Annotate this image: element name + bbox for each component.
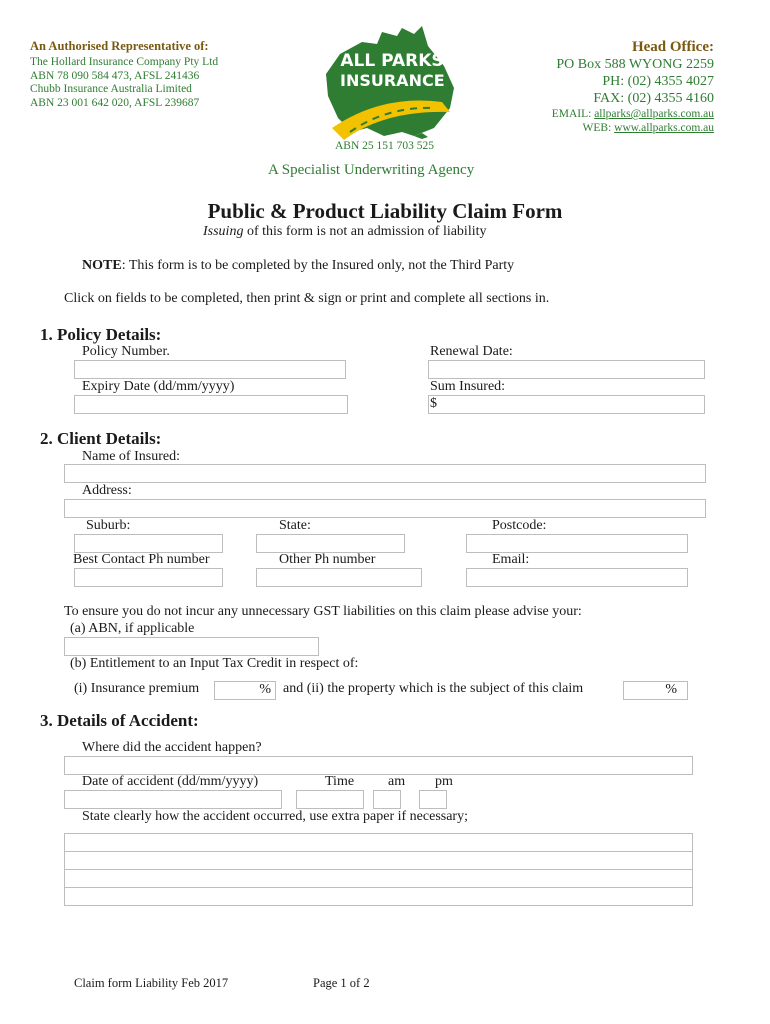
note-label: NOTE <box>82 258 122 273</box>
email-line <box>460 107 714 121</box>
other-phone-field[interactable] <box>256 568 422 587</box>
accident-description-label: State clearly how the accident occurred, use extra paper if necessary; <box>82 809 468 824</box>
form-title: Public & Product Liability Claim Form <box>207 199 563 223</box>
abn-label: (a) ABN, if applicable <box>70 621 195 636</box>
state-field[interactable] <box>256 534 405 553</box>
company-logo <box>322 24 462 142</box>
email-link[interactable]: allparks@allparks.com.au <box>594 108 714 120</box>
representative-line: Chubb Insurance Australia Limited <box>30 83 192 95</box>
head-office-line: PH: (02) 4355 4027 <box>602 74 714 89</box>
property-label: and (ii) the property which is the subject of this claim <box>283 681 584 696</box>
logo-line-1: ALL PARKS <box>340 51 444 71</box>
accident-location-field[interactable] <box>64 756 693 775</box>
logo-line-2: INSURANCE <box>340 71 445 90</box>
footer-page-number: Page 1 of 2 <box>313 976 370 990</box>
name-of-insured-field[interactable] <box>64 464 706 483</box>
postcode-label: Postcode: <box>492 518 547 533</box>
pm-checkbox[interactable] <box>419 790 447 809</box>
sum-insured-field[interactable] <box>428 395 705 414</box>
policy-number-field[interactable] <box>74 360 346 379</box>
email-label: EMAIL: <box>551 108 592 120</box>
head-office-line: PO Box 588 WYONG 2259 <box>556 57 714 72</box>
dollar-prefix: $ <box>430 396 437 411</box>
percent-sign: % <box>259 682 271 697</box>
state-label: State: <box>279 518 311 533</box>
time-field[interactable] <box>296 790 364 809</box>
representative-line: ABN 78 090 584 473, AFSL 241436 <box>30 69 200 82</box>
web-line <box>460 121 714 135</box>
email-field[interactable] <box>466 568 688 587</box>
best-phone-label: Best Contact Ph number <box>73 552 210 567</box>
itc-label: (b) Entitlement to an Input Tax Credit in respect of: <box>70 656 359 671</box>
renewal-date-field[interactable] <box>428 360 705 379</box>
accident-description-line-3[interactable] <box>64 869 693 888</box>
representative-title: An Authorised Representative of: <box>30 39 209 53</box>
sum-insured-label: Sum Insured: <box>430 379 506 394</box>
renewal-date-label: Renewal Date: <box>430 344 513 359</box>
name-of-insured-label: Name of Insured: <box>82 449 180 464</box>
pm-label: pm <box>435 774 453 789</box>
representative-line: The Hollard Insurance Company Pty Ltd <box>30 56 219 68</box>
footer-form-version: Claim form Liability Feb 2017 <box>74 976 229 990</box>
representative-block <box>30 39 290 110</box>
form-note <box>82 258 514 274</box>
head-office-title: Head Office: <box>631 39 714 55</box>
web-link[interactable]: www.allparks.com.au <box>614 122 714 134</box>
time-label: Time <box>325 774 355 789</box>
accident-description-line-1[interactable] <box>64 833 693 852</box>
expiry-date-field[interactable] <box>74 395 348 414</box>
suburb-field[interactable] <box>74 534 223 553</box>
head-office-line: FAX: (02) 4355 4160 <box>593 91 714 106</box>
other-phone-label: Other Ph number <box>279 552 376 567</box>
property-percent-field[interactable] <box>623 681 688 700</box>
head-office-block <box>460 38 714 135</box>
policy-number-label: Policy Number. <box>82 344 170 359</box>
address-label: Address: <box>82 483 132 498</box>
subtitle-emphasis: Issuing <box>203 224 244 239</box>
am-checkbox[interactable] <box>373 790 401 809</box>
note-text: : This form is to be completed by the Insured only, not the Third Party <box>121 258 515 273</box>
am-label: am <box>388 774 406 789</box>
insurance-premium-label: (i) Insurance premium <box>74 681 200 696</box>
best-phone-field[interactable] <box>74 568 223 587</box>
company-abn: ABN 25 151 703 525 <box>335 140 435 152</box>
section-client-heading: 2. Client Details: <box>40 429 162 448</box>
accident-date-field[interactable] <box>64 790 282 809</box>
section-policy-heading: 1. Policy Details: <box>40 325 162 344</box>
accident-description-line-4[interactable] <box>64 887 693 906</box>
email-field-label: Email: <box>492 552 530 567</box>
accident-date-label: Date of accident (dd/mm/yyyy) <box>82 774 259 789</box>
web-label: WEB: <box>582 122 612 134</box>
accident-location-label: Where did the accident happen? <box>82 740 262 755</box>
postcode-field[interactable] <box>466 534 688 553</box>
representative-line: ABN 23 001 642 020, AFSL 239687 <box>30 96 200 109</box>
tagline: A Specialist Underwriting Agency <box>268 162 475 178</box>
logo-text <box>340 52 444 90</box>
gst-note: To ensure you do not incur any unnecessary GST liabilities on this claim please advise your: <box>64 604 582 619</box>
expiry-date-label: Expiry Date (dd/mm/yyyy) <box>82 379 235 394</box>
insurance-premium-percent-field[interactable] <box>214 681 276 700</box>
percent-sign: % <box>665 682 677 697</box>
abn-field[interactable] <box>64 637 319 656</box>
suburb-label: Suburb: <box>86 518 131 533</box>
form-instructions: Click on fields to be completed, then print & sign or print and complete all sections in. <box>64 291 550 306</box>
subtitle-rest: of this form is not an admission of liability <box>243 224 487 239</box>
accident-description-line-2[interactable] <box>64 851 693 870</box>
section-accident-heading: 3. Details of Accident: <box>40 711 199 730</box>
address-field[interactable] <box>64 499 706 518</box>
form-subtitle <box>203 224 487 240</box>
